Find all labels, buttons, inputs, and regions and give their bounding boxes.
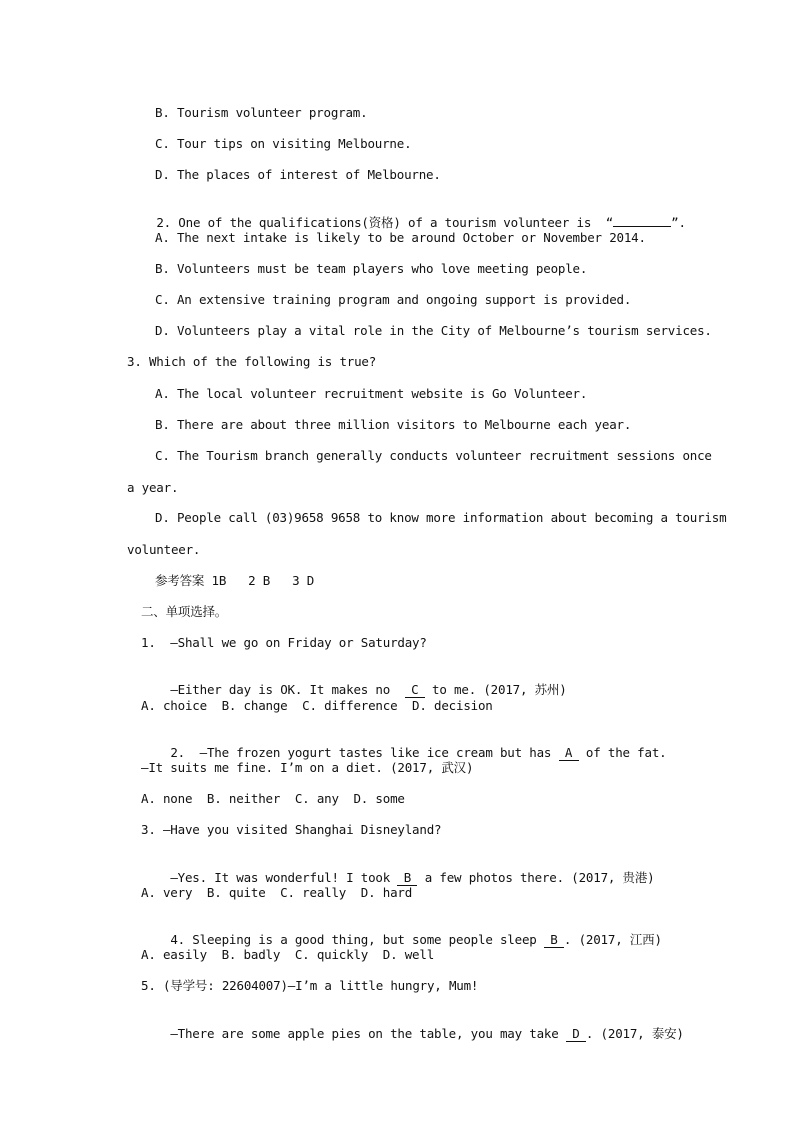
mc4-options: A. easily B. badly C. quickly D. well (141, 947, 435, 962)
answer-filled: C (405, 683, 425, 698)
answer-filled: B (544, 933, 564, 948)
q2-stem-close: ”. (671, 215, 686, 230)
mc2-question-post: of the fat. (578, 745, 667, 760)
q2-stem-text: 2. One of the qualifications(资格) of a tourism volunteer is “ (156, 215, 614, 230)
mc4-question-post: . (2017, 江西) (563, 932, 662, 947)
mc3-options: A. very B. quite C. really D. hard (141, 885, 413, 900)
mc3-response-pre: —Yes. It was wonderful! I took (170, 870, 398, 885)
q3-option-d-line1: D. People call (03)9658 9658 to know more information about becoming a tourism (155, 510, 727, 525)
q3-option-c-line1: C. The Tourism branch generally conducts volunteer recruitment sessions once (155, 448, 712, 463)
mc5-response-post: . (2017, 泰安) (585, 1026, 684, 1041)
q3-stem: 3. Which of the following is true? (127, 354, 377, 369)
mc2-question-pre: 2. —The frozen yogurt tastes like ice cream but has (170, 745, 559, 760)
q1-option-c: C. Tour tips on visiting Melbourne. (155, 136, 412, 151)
mc3-question: 3. —Have you visited Shanghai Disneyland? (141, 822, 442, 837)
answer-key: 参考答案 1B 2 B 3 D (155, 573, 315, 588)
answer-blank (613, 214, 671, 227)
mc5-response (141, 1010, 684, 1058)
q3-option-b: B. There are about three million visitors to Melbourne each year. (155, 417, 632, 432)
mc2-response: —It suits me fine. I’m on a diet. (2017, 武汉) (141, 760, 474, 775)
mc1-response-pre: —Either day is OK. It makes no (170, 682, 405, 697)
q1-option-b: B. Tourism volunteer program. (155, 105, 368, 120)
mc5-question: 5. (导学号: 22604007)—I’m a little hungry, Mum! (141, 978, 479, 993)
q1-option-d: D. The places of interest of Melbourne. (155, 167, 441, 182)
q2-option-a: A. The next intake is likely to be around October or November 2014. (155, 230, 646, 245)
mc1-question: 1. —Shall we go on Friday or Saturday? (141, 635, 427, 650)
mc1-response-post: to me. (2017, 苏州) (424, 682, 567, 697)
section-heading: 二、单项选择。 (141, 604, 228, 619)
mc2-options: A. none B. neither C. any D. some (141, 791, 405, 806)
q2-option-c: C. An extensive training program and ongoing support is provided. (155, 292, 632, 307)
mc3-response-post: a few photos there. (2017, 贵港) (417, 870, 655, 885)
mc1-options: A. choice B. change C. difference D. decision (141, 698, 493, 713)
answer-filled: B (397, 871, 417, 886)
q3-option-c-line2: a year. (127, 480, 179, 495)
answer-filled: A (559, 746, 579, 761)
q3-option-d-line2: volunteer. (127, 542, 201, 557)
answer-filled: D (566, 1027, 586, 1042)
q3-option-a: A. The local volunteer recruitment website is Go Volunteer. (155, 386, 588, 401)
mc5-response-pre: —There are some apple pies on the table, you may take (170, 1026, 566, 1041)
q2-option-b: B. Volunteers must be team players who love meeting people. (155, 261, 588, 276)
q2-option-d: D. Volunteers play a vital role in the City of Melbourne’s tourism services. (155, 323, 712, 338)
mc4-question-pre: 4. Sleeping is a good thing, but some people sleep (170, 932, 544, 947)
